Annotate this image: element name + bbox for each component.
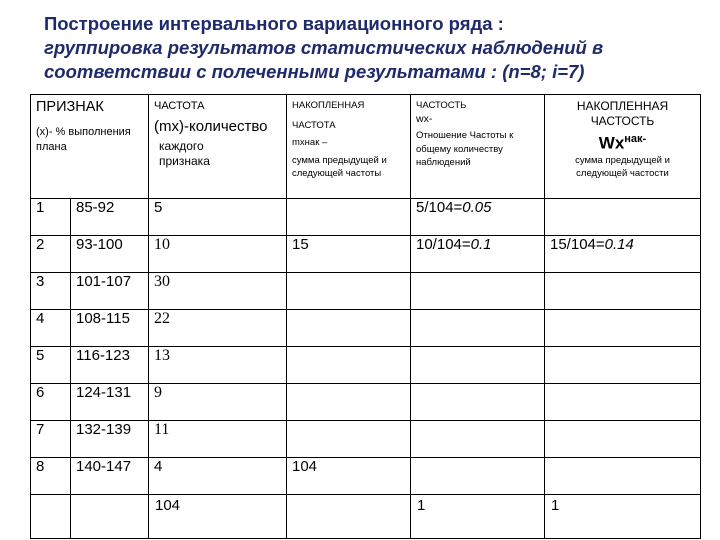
row-relative [411,384,545,421]
slide-title [44,12,704,84]
header-cumrel-title: НАКОПЛЕННАЯ ЧАСТОСТЬ [576,99,669,128]
totals-row [31,495,701,539]
row-frequency: 10 [149,236,287,273]
row-cumulative [287,421,411,458]
row-cumulative-relative [545,384,701,421]
row-index: 4 [31,310,71,347]
row-relative [411,421,545,458]
table-row [31,236,701,273]
table-row [31,421,701,458]
row-relative: 5/104=0.05 [411,199,545,236]
table-row [31,458,701,495]
row-frequency: 22 [149,310,287,347]
totals-empty-cumulative [287,495,411,539]
totals-empty-interval [71,495,149,539]
variation-series-table [30,94,701,539]
table-row [31,310,701,347]
header-cum-symbol: mxнак – [292,137,328,148]
row-relative: 10/104=0.1 [411,236,545,273]
row-index: 5 [31,347,71,384]
row-relative [411,310,545,347]
row-cumulative-relative [545,421,701,458]
row-frequency: 30 [149,273,287,310]
header-rel-desc: Отношение Частоты к общему количеству наблюдений [416,130,514,168]
header-cumulative-relative [545,95,701,199]
row-cumulative-relative [545,347,701,384]
title-line-2: группировка результатов статистических наблюдений в [44,37,604,58]
row-index: 8 [31,458,71,495]
header-frequency-symbol: (mx)-количество [154,118,268,135]
row-index: 3 [31,273,71,310]
row-interval: 101-107 [71,273,149,310]
header-frequency-title: ЧАСТОТА [154,100,205,112]
table-row [31,199,701,236]
row-interval: 124-131 [71,384,149,421]
header-cumrel-symbol-wrap [550,133,695,154]
row-cumulative [287,199,411,236]
header-cum-desc: сумма предыдущей и следующей частоты [292,154,387,179]
totals-frequency: 104 [149,495,287,539]
header-attribute-sub: (x)- % выполнения плана [36,126,131,153]
header-rel-title: ЧАСТОСТЬ [416,100,467,111]
table-row [31,273,701,310]
header-cum-title2: ЧАСТОТА [292,119,336,131]
row-cumulative [287,310,411,347]
row-cumulative: 104 [287,458,411,495]
row-index: 2 [31,236,71,273]
title-line-3: соответствии с полеченными результатами : (n=8; i=7) [44,61,585,82]
row-interval: 132-139 [71,421,149,458]
row-relative [411,347,545,384]
header-cumrel-desc: сумма предыдущей и следующей частости [575,154,670,180]
totals-relative: 1 [411,495,545,539]
row-cumulative-relative [545,310,701,347]
header-frequency [149,95,287,199]
row-interval: 85-92 [71,199,149,236]
row-interval: 108-115 [71,310,149,347]
header-attribute-title: ПРИЗНАК [36,99,104,115]
row-cumulative [287,347,411,384]
header-row [31,95,701,199]
row-interval: 93-100 [71,236,149,273]
table-row [31,347,701,384]
row-frequency: 5 [149,199,287,236]
row-frequency: 11 [149,421,287,458]
header-cumrel-symbol: Wx [598,133,625,153]
row-cumulative-relative [545,458,701,495]
row-cumulative [287,273,411,310]
header-cum-title: НАКОПЛЕННАЯ [292,100,365,111]
row-cumulative-relative: 15/104=0.14 [545,236,701,273]
totals-cumulative-relative: 1 [545,495,701,539]
row-frequency: 13 [149,347,287,384]
row-cumulative-relative [545,199,701,236]
row-relative [411,273,545,310]
header-cumulative-frequency [287,95,411,199]
header-rel-symbol: wx- [416,112,433,125]
totals-empty-index [31,495,71,539]
row-interval: 116-123 [71,347,149,384]
table-row [31,384,701,421]
header-cumrel-sup: нак- [624,133,647,145]
row-cumulative: 15 [287,236,411,273]
header-frequency-desc: каждого признака [159,139,210,168]
row-cumulative [287,384,411,421]
row-index: 6 [31,384,71,421]
row-interval: 140-147 [71,458,149,495]
row-frequency: 9 [149,384,287,421]
row-index: 7 [31,421,71,458]
row-relative [411,458,545,495]
header-relative-frequency [411,95,545,199]
title-line-1: Построение интервального вариационного ряда : [44,13,504,34]
row-index: 1 [31,199,71,236]
header-attribute [31,95,149,199]
row-frequency: 4 [149,458,287,495]
row-cumulative-relative [545,273,701,310]
